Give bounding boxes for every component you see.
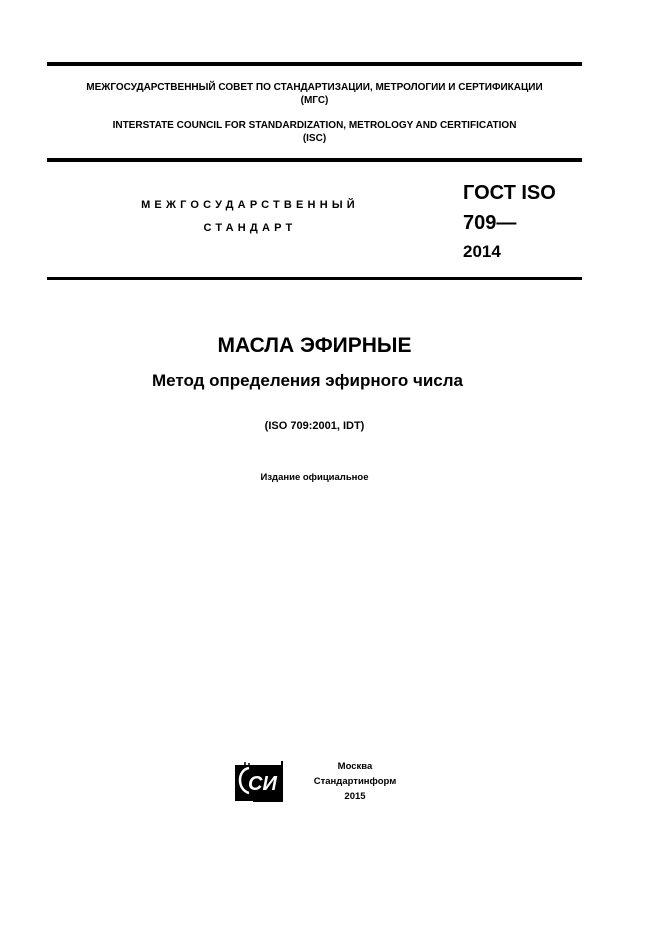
council-ru-abbr: (МГС) [300, 95, 329, 106]
gost-designation-line2: 709— [463, 212, 517, 234]
svg-text:СИ: СИ [248, 773, 277, 795]
document-subtitle: Метод определения эфирного числа [151, 371, 464, 390]
gost-designation-line1: ГОСТ ISO [463, 182, 556, 204]
edition-note: Издание официальное [260, 472, 369, 483]
council-en-name: INTERSTATE COUNCIL FOR STANDARDIZATION, METROLOGY AND CERTIFICATION [112, 120, 517, 131]
council-ru [47, 81, 582, 107]
publisher-year: 2015 [344, 791, 366, 802]
header-divider [47, 158, 582, 162]
standard-divider [47, 277, 582, 280]
iso-reference: (ISO 709:2001, IDT) [264, 420, 365, 432]
council-en-abbr: (ISC) [302, 133, 327, 144]
council-ru-name: МЕЖГОСУДАРСТВЕННЫЙ СОВЕТ ПО СТАНДАРТИЗАЦИИ, МЕТРОЛОГИИ И СЕРТИФИКАЦИИ [86, 82, 543, 93]
top-divider [47, 62, 582, 66]
publisher-name: Стандартинформ [313, 776, 397, 787]
council-en [47, 119, 582, 145]
standard-type-line1: МЕЖГОСУДАРСТВЕННЫЙ [141, 199, 359, 211]
publisher-city: Москва [337, 761, 373, 772]
gost-year: 2014 [463, 242, 501, 261]
standartinform-logo-icon [235, 760, 285, 802]
document-title: МАСЛА ЭФИРНЫЕ [217, 334, 412, 357]
standard-type-line2: СТАНДАРТ [203, 222, 297, 234]
